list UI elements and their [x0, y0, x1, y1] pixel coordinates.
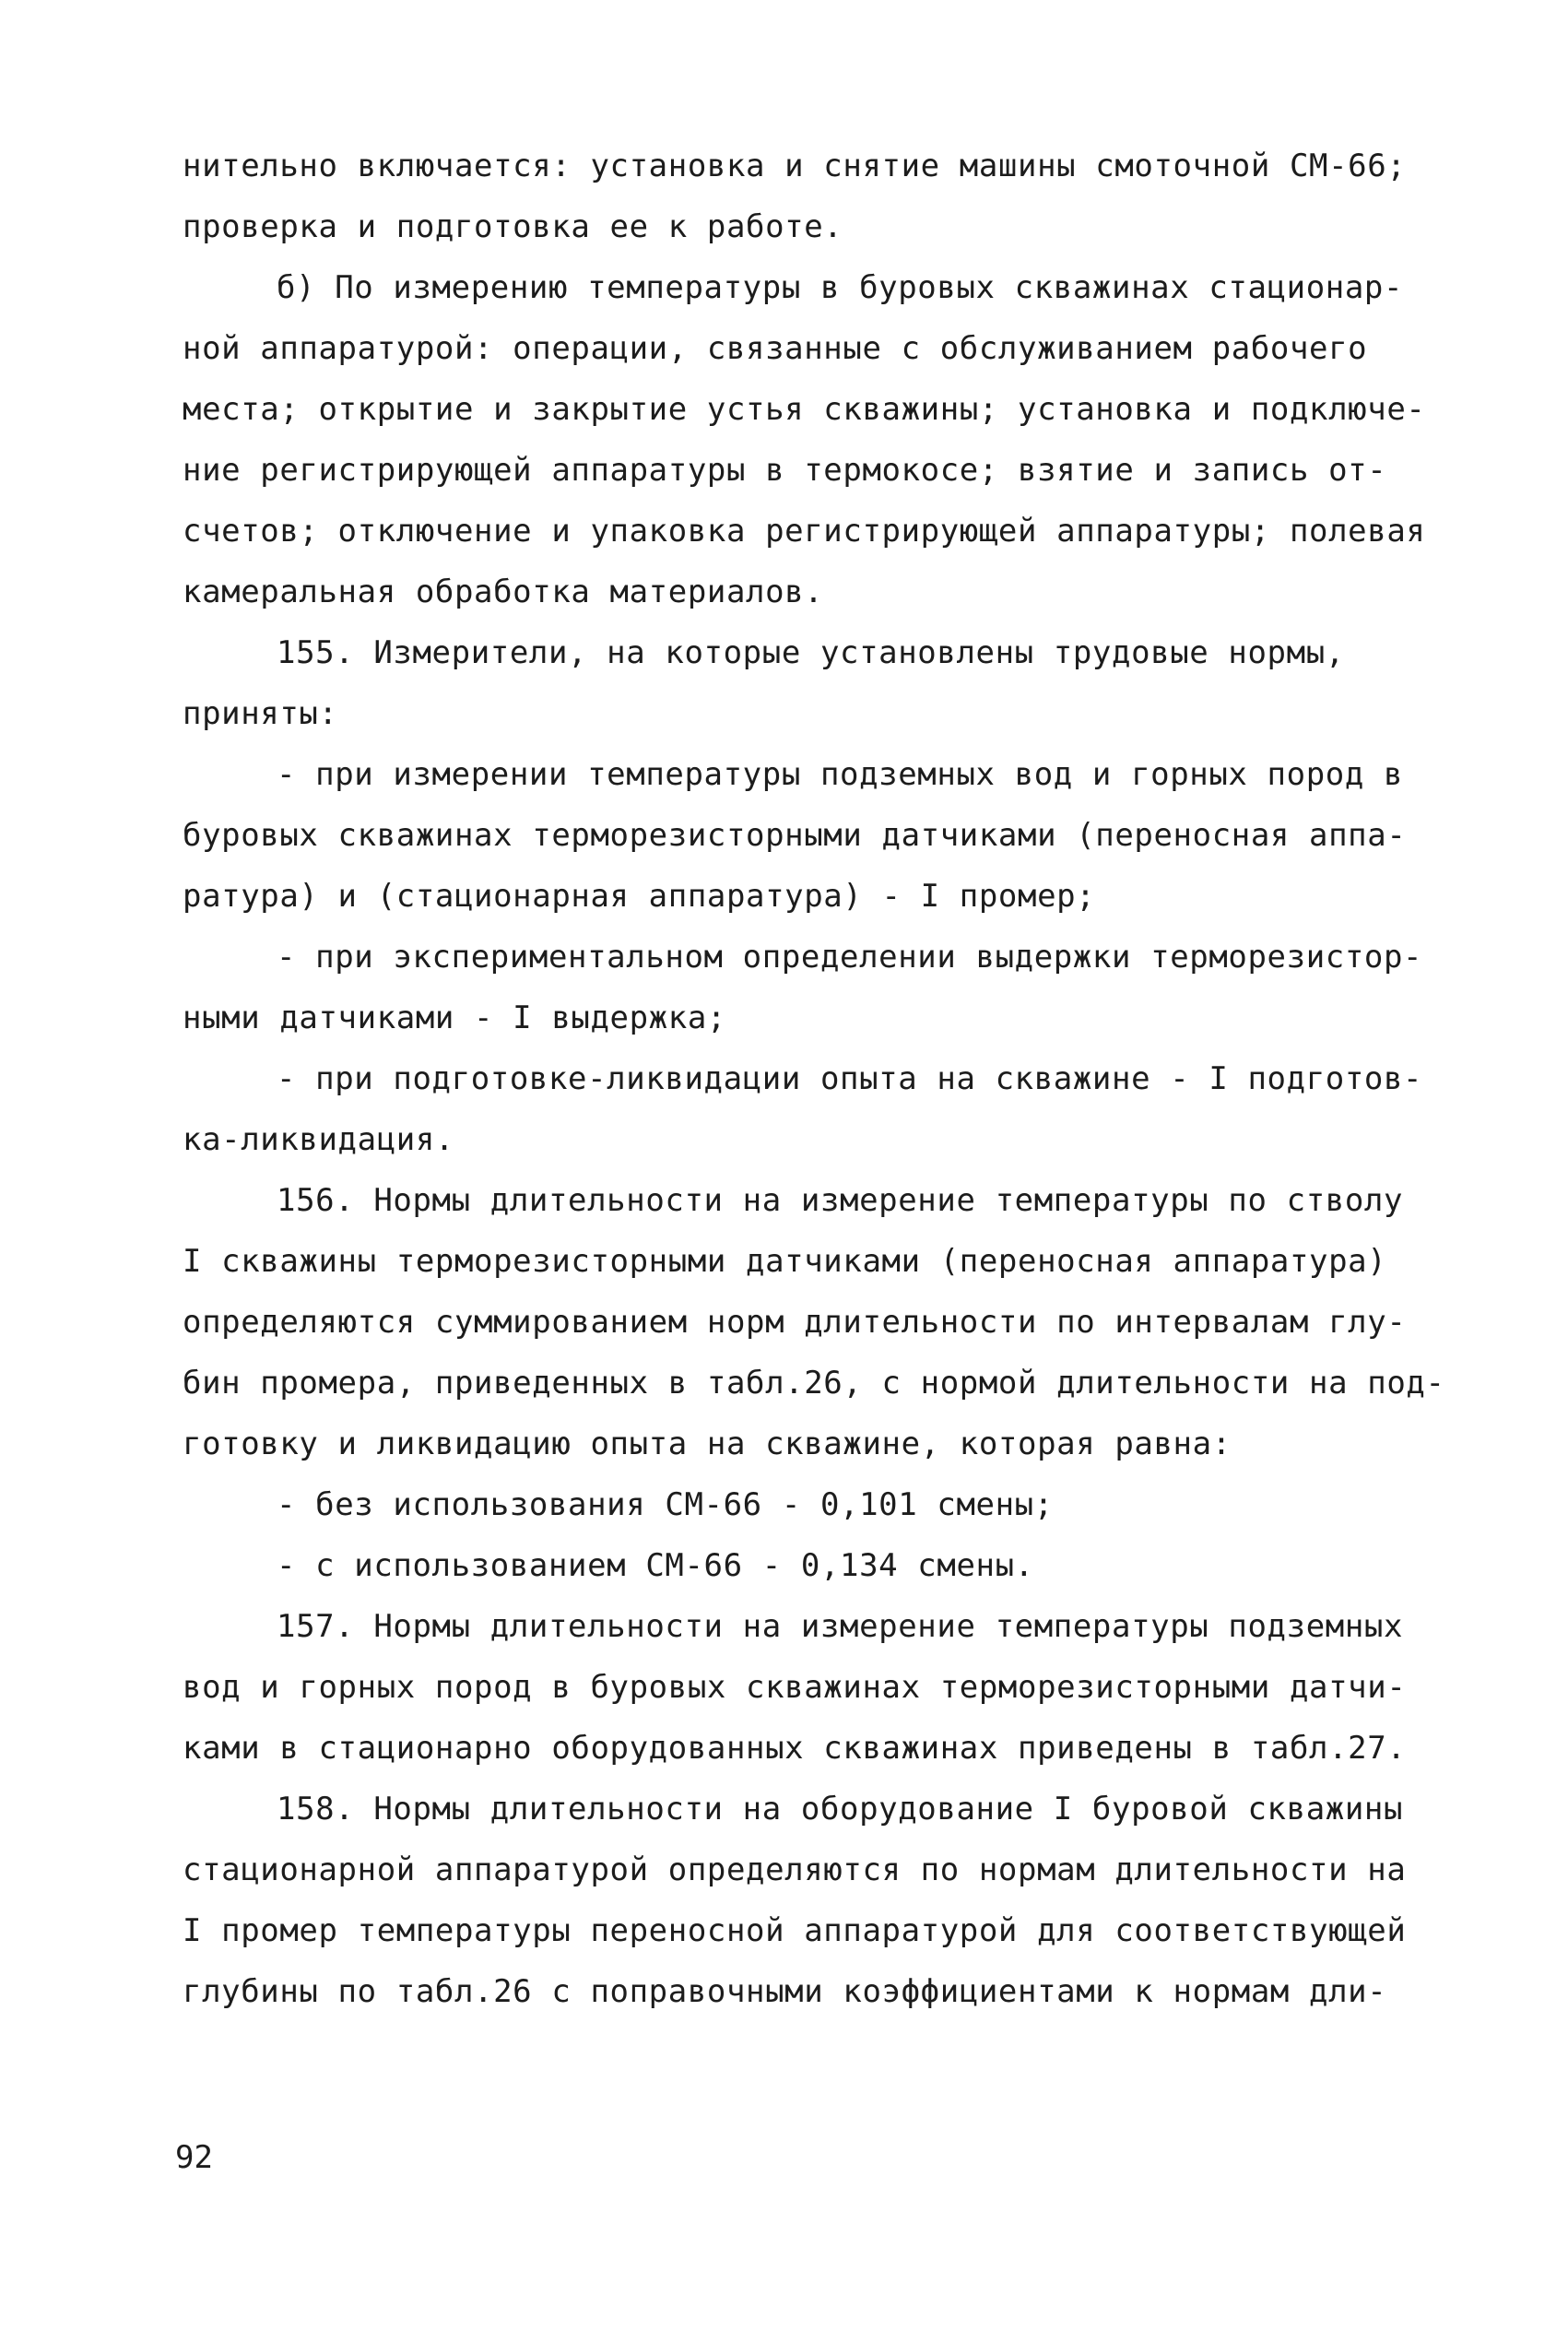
text-line: ние регистрирующей аппаратуры в термокосе; взятие и запись от- [183, 452, 1387, 489]
text-line: камеральная обработка материалов. [183, 574, 824, 610]
text-line: ной аппаратурой: операции, связанные с обслуживанием рабочего [183, 330, 1368, 367]
text-line: 155. Измерители, на которые установлены трудовые нормы, [277, 634, 1345, 671]
text-line: - без использования СМ-66 - 0,101 смены; [277, 1486, 1054, 1523]
text-line: - с использованием СМ-66 - 0,134 смены. [277, 1547, 1034, 1584]
text-line: счетов; отключение и упаковка регистрирующей аппаратуры; полевая [183, 513, 1426, 550]
text-line: бин промера, приведенных в табл.26, с нормой длительности на под- [183, 1365, 1445, 1402]
text-line: I скважины терморезисторными датчиками (переносная аппаратура) [183, 1243, 1387, 1280]
text-line: вод и горных пород в буровых скважинах терморезисторными датчи- [183, 1669, 1407, 1706]
text-line: б) По измерению температуры в буровых скважинах стационар- [277, 269, 1404, 306]
text-line: буровых скважинах терморезисторными датчиками (переносная аппа- [183, 817, 1407, 854]
text-line: приняты: [183, 695, 338, 732]
text-line: - при измерении температуры подземных вод и горных пород в [277, 756, 1404, 793]
text-line: 158. Нормы длительности на оборудование I буровой скважины [277, 1791, 1404, 1827]
text-line: готовку и ликвидацию опыта на скважине, которая равна: [183, 1425, 1232, 1462]
text-line: проверка и подготовка ее к работе. [183, 208, 843, 245]
text-line: ками в стационарно оборудованных скважинах приведены в табл.27. [183, 1730, 1407, 1767]
text-line: места; открытие и закрытие устья скважины; установка и подключе- [183, 391, 1426, 428]
text-line: глубины по табл.26 с поправочными коэффициентами к нормам дли- [183, 1973, 1387, 2010]
text-line: 157. Нормы длительности на измерение температуры подземных [277, 1608, 1404, 1645]
text-line: - при экспериментальном определении выдержки терморезистор- [277, 939, 1423, 976]
text-line: 156. Нормы длительности на измерение температуры по стволу [277, 1182, 1404, 1219]
text-line: стационарной аппаратурой определяются по нормам длительности на [183, 1851, 1407, 1888]
text-line: ратура) и (стационарная аппаратура) - I промер; [183, 878, 1096, 915]
text-line: определяются суммированием норм длительности по интервалам глу- [183, 1304, 1407, 1341]
page-number: 92 [175, 2139, 213, 2176]
text-line: нительно включается: установка и снятие машины смоточной СМ-66; [183, 148, 1407, 184]
text-line: ка-ликвидация. [183, 1121, 454, 1158]
text-line: ными датчиками - I выдержка; [183, 999, 726, 1036]
text-line: - при подготовке-ликвидации опыта на скважине - I подготов- [277, 1060, 1423, 1097]
text-line: I промер температуры переносной аппаратурой для соответствующей [183, 1912, 1407, 1949]
